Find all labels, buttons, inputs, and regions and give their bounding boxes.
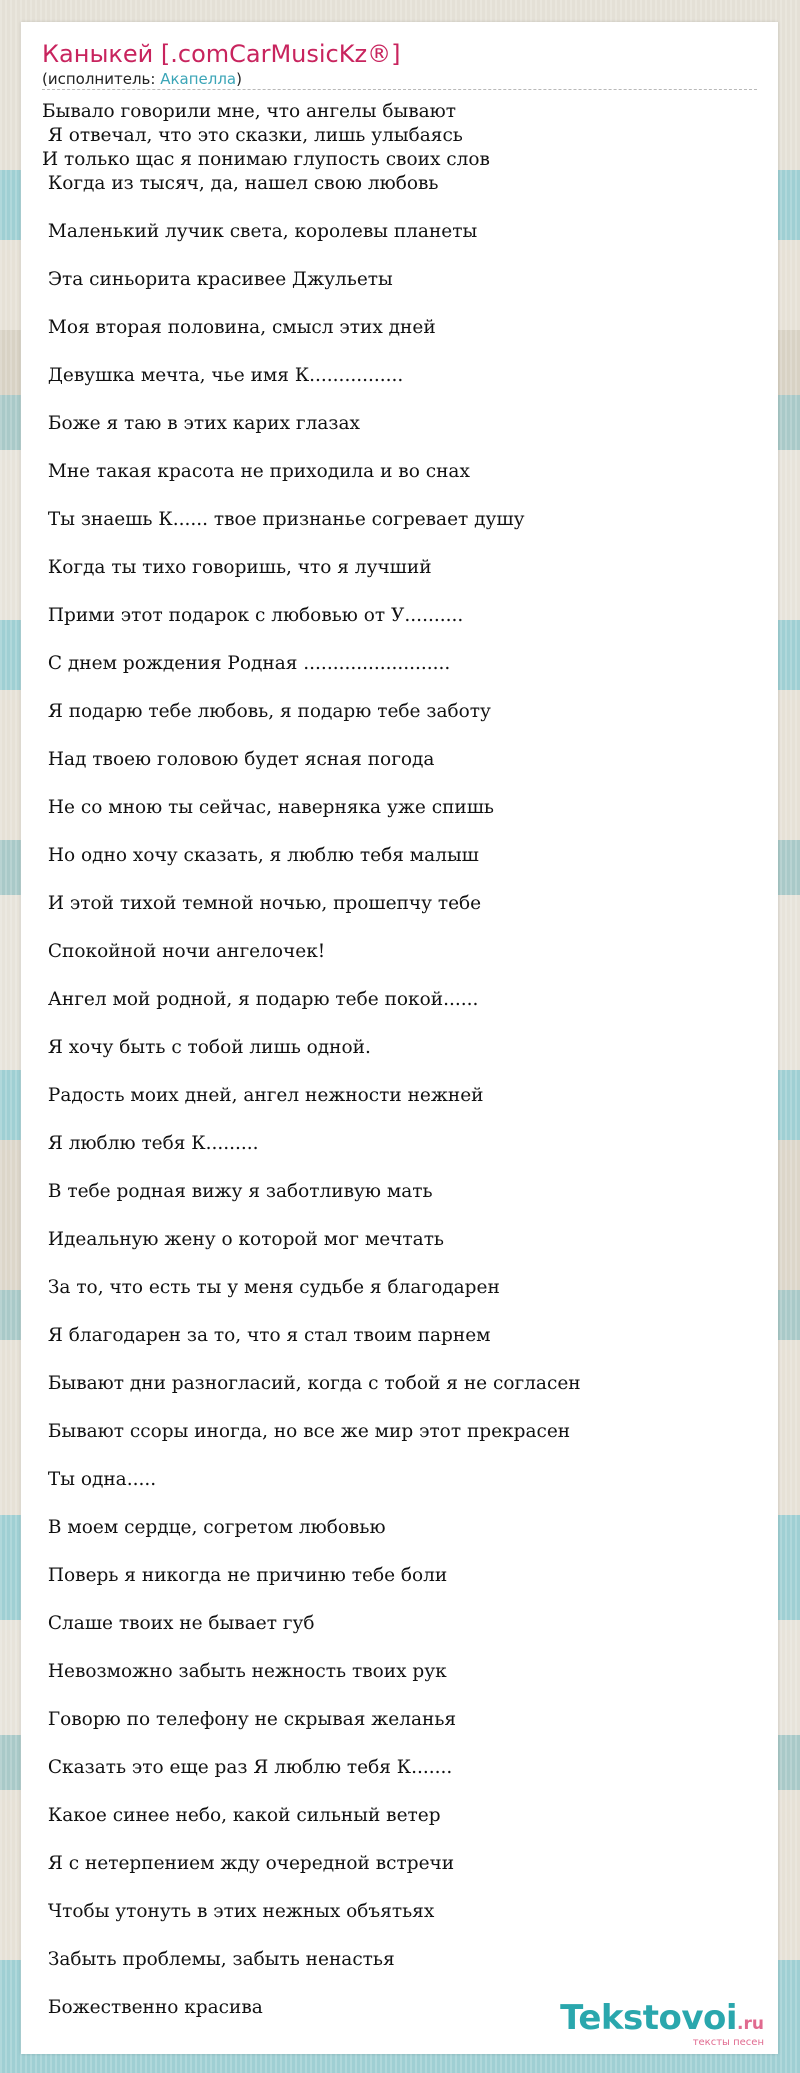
song-title: Каныкей [.comCarMusicKz®] (42, 40, 401, 68)
lyrics-line: Какое синее небо, какой сильный ветер (42, 1805, 441, 1826)
lyrics-line: Когда из тысяч, да, нашел свою любовь (42, 173, 439, 194)
lyrics-line: Боже я таю в этих карих глазах (42, 413, 360, 434)
lyrics-line: Бывают ссоры иногда, но все же мир этот прекрасен (42, 1421, 571, 1442)
title-divider (42, 89, 757, 90)
lyrics-card (21, 22, 778, 2054)
lyrics-line: Не со мною ты сейчас, наверняка уже спишь (42, 797, 494, 818)
lyrics-line: За то, что есть ты у меня судьбе я благодарен (42, 1277, 500, 1298)
lyrics-line: Я люблю тебя К......... (42, 1133, 259, 1154)
performer-suffix: ) (236, 70, 242, 88)
lyrics-line: Эта синьорита красивее Джульеты (42, 269, 393, 290)
lyrics-line: Ты одна..... (42, 1469, 157, 1490)
site-logo[interactable] (560, 1998, 764, 2038)
lyrics-line: Мне такая красота не приходила и во снах (42, 461, 470, 482)
lyrics-line: Слаше твоих не бывает губ (42, 1613, 315, 1634)
lyrics-line: Моя вторая половина, смысл этих дней (42, 317, 436, 338)
lyrics-line: Девушка мечта, чье имя К................ (42, 365, 404, 386)
performer-prefix: (исполнитель: (42, 70, 161, 88)
lyrics-line: Ангел мой родной, я подарю тебе покой...... (42, 989, 479, 1010)
lyrics-line: Спокойной ночи ангелочек! (42, 941, 326, 962)
lyrics-line: Я хочу быть с тобой лишь одной. (42, 1037, 371, 1058)
lyrics-line: Поверь я никогда не причиню тебе боли (42, 1565, 448, 1586)
lyrics-body (42, 100, 762, 2020)
lyrics-line: Над твоею головою будет ясная погода (42, 749, 435, 770)
lyrics-line: Но одно хочу сказать, я люблю тебя малыш (42, 845, 479, 866)
lyrics-line: Я отвечал, что это сказки, лишь улыбаясь (42, 125, 463, 146)
lyrics-line: С днем рождения Родная ......................... (42, 653, 451, 674)
lyrics-line: И только щас я понимаю глупость своих слов (42, 149, 490, 170)
lyrics-line: Бывало говорили мне, что ангелы бывают (42, 101, 456, 122)
lyrics-line: Сказать это еще раз Я люблю тебя К....... (42, 1757, 453, 1778)
lyrics-line: Ты знаешь К...... твое признанье согревает душу (42, 509, 525, 530)
performer-line (42, 70, 242, 88)
lyrics-line: Невозможно забыть нежность твоих рук (42, 1661, 447, 1682)
lyrics-line: Я благодарен за то, что я стал твоим парнем (42, 1325, 491, 1346)
performer-link[interactable]: Акапелла (160, 70, 237, 88)
logo-tagline: тексты песен (692, 2037, 764, 2048)
lyrics-line: Бывают дни разногласий, когда с тобой я не согласен (42, 1373, 581, 1394)
lyrics-line: Забыть проблемы, забыть ненастья (42, 1949, 395, 1970)
lyrics-line: Я с нетерпением жду очередной встречи (42, 1853, 455, 1874)
lyrics-line: Когда ты тихо говоришь, что я лучший (42, 557, 432, 578)
lyrics-line: Говорю по телефону не скрывая желанья (42, 1709, 457, 1730)
lyrics-line: В моем сердце, согретом любовью (42, 1517, 386, 1538)
logo-tld: .ru (737, 2014, 764, 2034)
lyrics-line: В тебе родная вижу я заботливую мать (42, 1181, 433, 1202)
lyrics-line: Маленький лучик света, королевы планеты (42, 221, 478, 242)
lyrics-line: Радость моих дней, ангел нежности нежней (42, 1085, 484, 1106)
lyrics-line: Божественно красива (42, 1997, 263, 2018)
lyrics-line: Я подарю тебе любовь, я подарю тебе заботу (42, 701, 491, 722)
lyrics-line: Идеальную жену о которой мог мечтать (42, 1229, 444, 1250)
lyrics-line: Чтобы утонуть в этих нежных объятьях (42, 1901, 435, 1922)
lyrics-line: Прими этот подарок с любовью от У.......... (42, 605, 464, 626)
lyrics-line: И этой тихой темной ночью, прошепчу тебе (42, 893, 482, 914)
logo-wordmark: Tekstovoi (560, 1998, 738, 2038)
